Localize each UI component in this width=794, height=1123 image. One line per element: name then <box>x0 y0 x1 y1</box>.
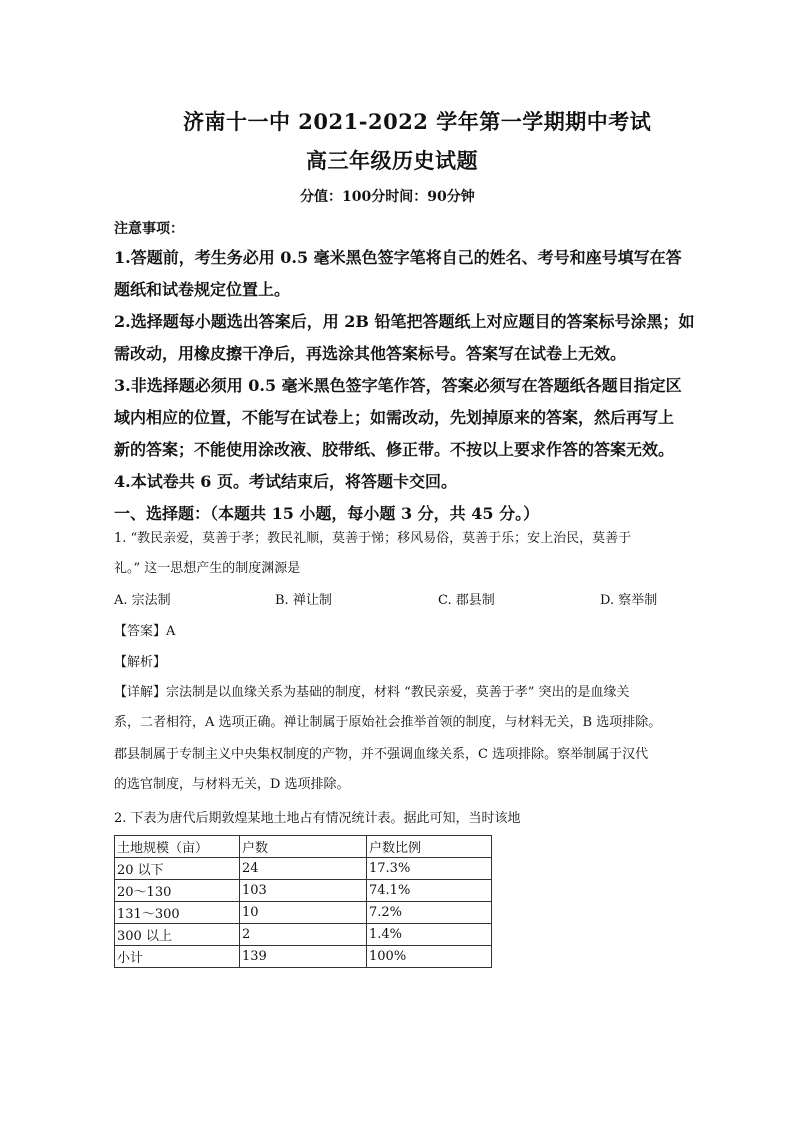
table-cell: 20 以下 <box>115 858 240 880</box>
notes-line: 题纸和试卷规定位置上。 <box>114 280 291 299</box>
table-row <box>115 946 492 968</box>
q2-stem: 2. 下表为唐代后期敦煌某地土地占有情况统计表。据此可知，当时该地 <box>114 811 521 826</box>
table-row <box>115 858 492 880</box>
notes-line: 1.答题前，考生务必用 0.5 毫米黑色签字笔将自己的姓名、考号和座号填写在答 <box>114 248 682 267</box>
land-distribution-table <box>114 835 492 968</box>
table-cell: 20～130 <box>115 880 240 902</box>
table-cell: 139 <box>240 946 367 968</box>
section-heading: 一、选择题：（本题共 15 小题，每小题 3 分，共 45 分。） <box>114 504 540 523</box>
table-cell: 74.1% <box>367 880 492 902</box>
table-header-row <box>115 836 492 858</box>
score-time: 分值：100分时间：90分钟 <box>300 189 475 205</box>
table-header-cell: 户数比例 <box>367 836 492 858</box>
table-cell: 103 <box>240 880 367 902</box>
notes-line: 4.本试卷共 6 页。考试结束后，将答题卡交回。 <box>114 472 457 491</box>
notes-line: 需改动，用橡皮擦干净后，再选涂其他答案标号。答案写在试卷上无效。 <box>114 344 627 363</box>
exam-title: 济南十一中 2021-2022 学年第一学期期中考试 <box>183 109 652 134</box>
q1-detail-line: 郡县制属于专制主义中央集权制度的产物，并不强调血缘关系，C 选项排除。察举制属于汉代 <box>114 747 649 762</box>
notes-line: 域内相应的位置，不能写在试卷上；如需改动，先划掉原来的答案，然后再写上 <box>114 408 675 427</box>
table-row <box>115 880 492 902</box>
table-row <box>115 924 492 946</box>
q1-option-a: A. 宗法制 <box>114 593 171 608</box>
q1-option-b: B. 禅让制 <box>275 593 332 608</box>
table-cell: 7.2% <box>367 902 492 924</box>
q1-stem-line: 1. “教民亲爱，莫善于孝；教民礼顺，莫善于悌；移风易俗，莫善于乐；安上治民，莫善于 <box>114 531 632 546</box>
q1-detail-line: 【详解】宗法制是以血缘关系为基础的制度，材料 “教民亲爱，莫善于孝” 突出的是血缘关 <box>114 685 630 700</box>
table-cell: 100% <box>367 946 492 968</box>
table-header-cell: 户数 <box>240 836 367 858</box>
table-cell: 131～300 <box>115 902 240 924</box>
q1-detail-line: 系，二者相符，A 选项正确。禅让制属于原始社会推举首领的制度，与材料无关，B 选项排除。 <box>114 715 662 730</box>
table-cell: 24 <box>240 858 367 880</box>
table-row <box>115 902 492 924</box>
q1-analysis-label: 【解析】 <box>114 655 167 670</box>
notes-line: 3.非选择题必须用 0.5 毫米黑色签字笔作答，答案必须写在答题纸各题目指定区 <box>114 376 682 395</box>
q1-stem-line: 礼。” 这一思想产生的制度渊源是 <box>114 561 301 576</box>
table-cell: 2 <box>240 924 367 946</box>
table-cell: 1.4% <box>367 924 492 946</box>
notes-line: 2.选择题每小题选出答案后，用 2B 铅笔把答题纸上对应题目的答案标号涂黑；如 <box>114 312 695 331</box>
table-cell: 10 <box>240 902 367 924</box>
exam-subtitle: 高三年级历史试题 <box>306 148 478 173</box>
notes-heading: 注意事项： <box>114 221 184 237</box>
notes-line: 新的答案；不能使用涂改液、胶带纸、修正带。不按以上要求作答的答案无效。 <box>114 440 675 459</box>
q1-detail-line: 的选官制度，与材料无关，D 选项排除。 <box>114 777 350 792</box>
table-cell: 小计 <box>115 946 240 968</box>
table-header-cell: 土地规模（亩） <box>115 836 240 858</box>
q1-option-c: C. 郡县制 <box>438 593 495 608</box>
q1-option-d: D. 察举制 <box>600 593 658 608</box>
table-cell: 300 以上 <box>115 924 240 946</box>
q1-answer: 【答案】A <box>114 624 176 639</box>
table-cell: 17.3% <box>367 858 492 880</box>
